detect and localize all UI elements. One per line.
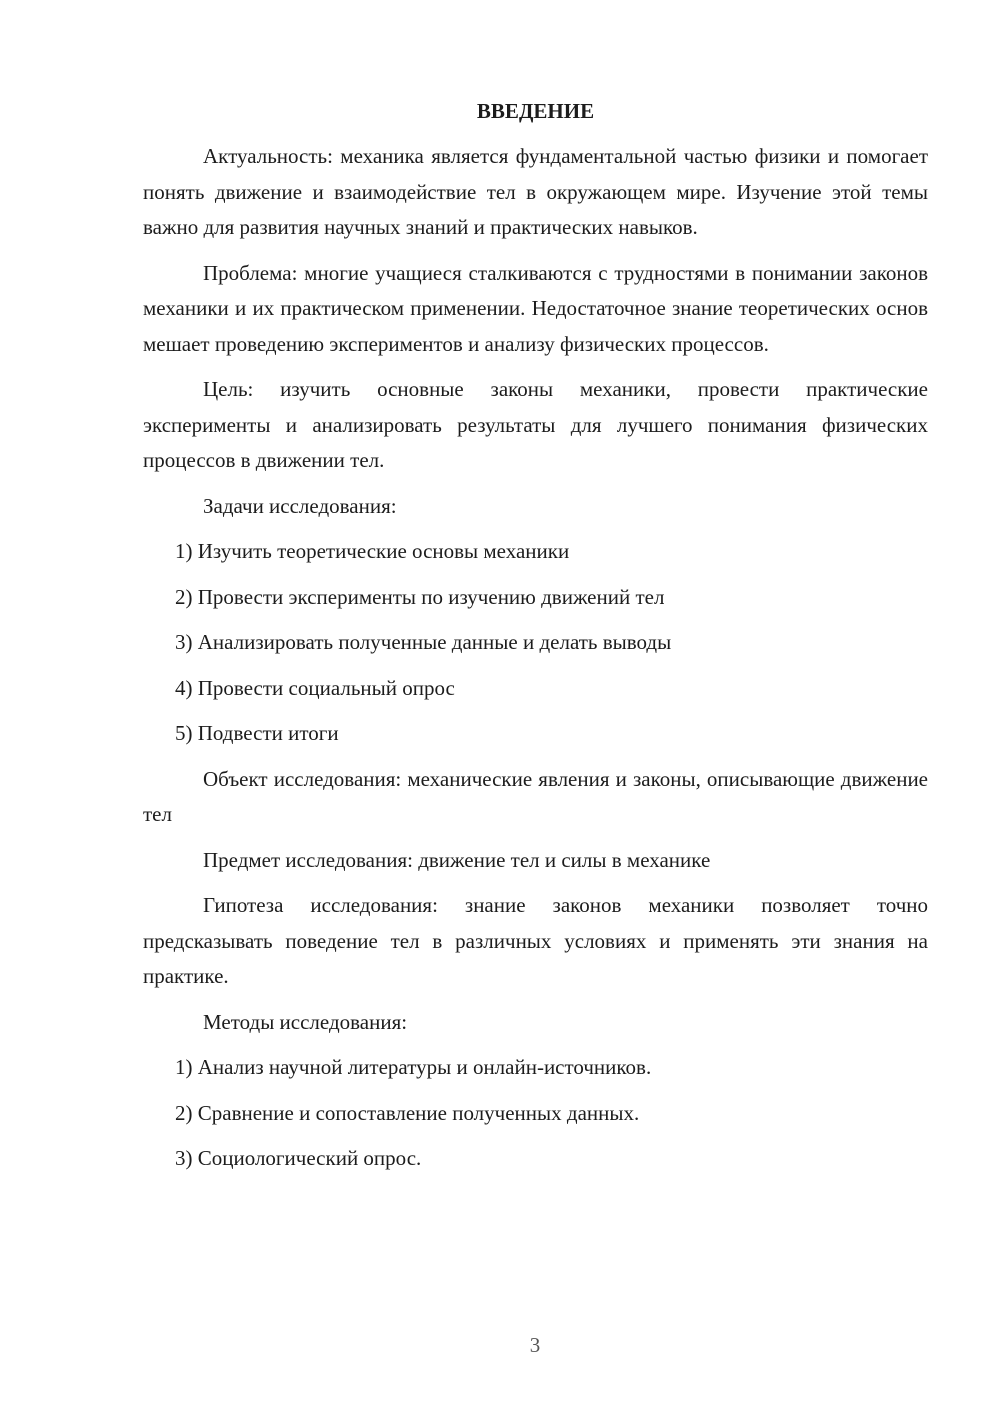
- goal-paragraph: Цель: изучить основные законы механики, провести практические эксперименты и анализировать результаты для лучшего понимания физических процессов в движении тел.: [143, 377, 928, 472]
- problem-paragraph: Проблема: многие учащиеся сталкиваются с трудностями в понимании законов механики и их практическом применении. Недостаточное знание теоретических основ мешает проведению экспериментов и анализу физических процессов.: [143, 260, 928, 356]
- subject-paragraph: Предмет исследования: движение тел и силы в механике: [203, 847, 711, 872]
- hypothesis-paragraph: Гипотеза исследования: знание законов механики позволяет точно предсказывать поведение тел в различных условиях и применять эти знания на практике.: [143, 893, 928, 988]
- task-item: 1) Изучить теоретические основы механики: [175, 539, 570, 563]
- task-item: 3) Анализировать полученные данные и делать выводы: [175, 630, 672, 654]
- object-paragraph: Объект исследования: механические явления и законы, описывающие движение тел: [143, 766, 928, 826]
- tasks-list: [143, 534, 928, 752]
- tasks-label: Задачи исследования:: [203, 493, 397, 518]
- document-page: [143, 95, 928, 1187]
- methods-label: Методы исследования:: [203, 1009, 408, 1034]
- task-item: 5) Подвести итоги: [175, 721, 339, 745]
- method-item: 2) Сравнение и сопоставление полученных данных.: [175, 1100, 640, 1125]
- section-heading: ВВЕДЕНИЕ: [476, 99, 595, 123]
- relevance-paragraph: Актуальность: механика является фундаментальной частью физики и помогает понять движение и взаимодействие тел в окружающем мире. Изучение этой темы важно для развития научных знаний и практических навыков.: [143, 144, 928, 239]
- page-number: 3: [529, 1333, 541, 1357]
- methods-list: [143, 1050, 928, 1177]
- method-item: 1) Анализ научной литературы и онлайн-источников.: [175, 1055, 652, 1079]
- task-item: 4) Провести социальный опрос: [175, 675, 455, 700]
- method-item: 3) Социологический опрос.: [175, 1146, 422, 1170]
- task-item: 2) Провести эксперименты по изучению движений тел: [175, 584, 665, 609]
